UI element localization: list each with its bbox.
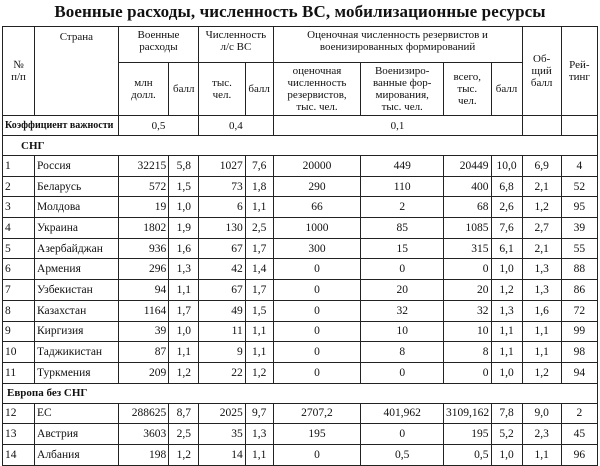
row-exp-mln: 32215	[118, 156, 169, 177]
row-reservists: 290	[273, 176, 361, 197]
row-personnel-score: 1,3	[245, 424, 273, 445]
row-reserves-total: 8	[444, 342, 492, 363]
row-reserves-total: 400	[444, 176, 492, 197]
row-num: 10	[3, 342, 35, 363]
row-total-score: 1,1	[522, 444, 561, 465]
row-paramilitary: 0	[361, 362, 444, 383]
row-reserves-score: 10,0	[491, 156, 522, 177]
row-country: Казахстан	[35, 300, 119, 321]
table-row	[3, 259, 598, 280]
row-personnel-score: 1,5	[245, 300, 273, 321]
row-rating: 98	[561, 342, 597, 363]
table-row	[3, 197, 598, 218]
row-exp-score: 1,0	[169, 321, 199, 342]
row-country: Албания	[35, 444, 119, 465]
row-personnel-score: 9,7	[245, 403, 273, 424]
row-exp-mln: 288625	[118, 403, 169, 424]
row-rating: 39	[561, 218, 597, 239]
row-reserves-score: 1,3	[491, 300, 522, 321]
row-exp-score: 1,7	[169, 300, 199, 321]
header-personnel: Численность л/с ВС	[199, 27, 273, 63]
row-personnel-score: 1,7	[245, 280, 273, 301]
row-country: ЕС	[35, 403, 119, 424]
row-rating: 72	[561, 300, 597, 321]
coef-empty	[522, 116, 561, 136]
row-exp-mln: 572	[118, 176, 169, 197]
row-reserves-total: 1085	[444, 218, 492, 239]
row-personnel: 2025	[199, 403, 245, 424]
section-title: СНГ	[3, 136, 598, 156]
row-personnel-score: 1,4	[245, 259, 273, 280]
row-total-score: 2,7	[522, 218, 561, 239]
row-total-score: 1,1	[522, 321, 561, 342]
row-reserves-total: 195	[444, 424, 492, 445]
row-paramilitary: 8	[361, 342, 444, 363]
row-total-score: 1,3	[522, 259, 561, 280]
header-country: Страна	[35, 27, 119, 116]
row-paramilitary: 2	[361, 197, 444, 218]
row-reserves-total: 10	[444, 321, 492, 342]
row-exp-mln: 87	[118, 342, 169, 363]
row-paramilitary: 10	[361, 321, 444, 342]
table-row	[3, 280, 598, 301]
row-reservists: 1000	[273, 218, 361, 239]
header-exp-mln: млн долл.	[118, 63, 169, 116]
row-personnel-score: 7,6	[245, 156, 273, 177]
row-num: 12	[3, 403, 35, 424]
row-exp-mln: 296	[118, 259, 169, 280]
row-personnel: 14	[199, 444, 245, 465]
page-title: Военные расходы, численность ВС, мобилизационные ресурсы	[54, 2, 546, 21]
row-reserves-total: 0	[444, 362, 492, 383]
row-personnel: 9	[199, 342, 245, 363]
row-rating: 55	[561, 238, 597, 259]
section-title: Европа без СНГ	[3, 383, 598, 403]
row-rating: 2	[561, 403, 597, 424]
row-paramilitary: 0,5	[361, 444, 444, 465]
row-paramilitary: 85	[361, 218, 444, 239]
header-reservists: оценочная численность резервистов, тыс. чел.	[273, 63, 361, 116]
coef-label: Коэффициент важности	[3, 116, 119, 136]
header-paramilitary: Военизиро- ванные фор- мирования, тыс. чел.	[361, 63, 444, 116]
row-exp-score: 1,6	[169, 238, 199, 259]
row-total-score: 1,2	[522, 362, 561, 383]
table-row	[3, 424, 598, 445]
header-num: № п/п	[3, 27, 35, 116]
row-personnel: 67	[199, 238, 245, 259]
table-row	[3, 403, 598, 424]
table-row	[3, 218, 598, 239]
row-country: Туркмения	[35, 362, 119, 383]
row-paramilitary: 15	[361, 238, 444, 259]
row-reservists: 0	[273, 444, 361, 465]
row-reserves-total: 32	[444, 300, 492, 321]
row-rating: 95	[561, 197, 597, 218]
row-country: Азербайджан	[35, 238, 119, 259]
header-personnel-score: балл	[245, 63, 273, 116]
row-total-score: 6,9	[522, 156, 561, 177]
row-exp-mln: 1802	[118, 218, 169, 239]
row-exp-score: 1,5	[169, 176, 199, 197]
row-exp-score: 2,5	[169, 424, 199, 445]
row-exp-score: 1,9	[169, 218, 199, 239]
row-reserves-total: 3109,162	[444, 403, 492, 424]
row-total-score: 9,0	[522, 403, 561, 424]
row-personnel: 1027	[199, 156, 245, 177]
row-personnel: 6	[199, 197, 245, 218]
row-reserves-score: 1,2	[491, 280, 522, 301]
row-num: 2	[3, 176, 35, 197]
row-num: 9	[3, 321, 35, 342]
row-reserves-score: 1,0	[491, 259, 522, 280]
row-country: Австрия	[35, 424, 119, 445]
row-personnel: 11	[199, 321, 245, 342]
row-num: 6	[3, 259, 35, 280]
row-total-score: 2,1	[522, 238, 561, 259]
row-personnel-score: 1,1	[245, 197, 273, 218]
row-paramilitary: 0	[361, 424, 444, 445]
row-total-score: 1,2	[522, 197, 561, 218]
row-reservists: 0	[273, 300, 361, 321]
row-reserves-score: 2,6	[491, 197, 522, 218]
row-personnel: 22	[199, 362, 245, 383]
header-reserves-total: всего, тыс. чел.	[444, 63, 492, 116]
row-reservists: 0	[273, 342, 361, 363]
row-reservists: 66	[273, 197, 361, 218]
row-total-score: 1,1	[522, 342, 561, 363]
header-reserves-score: балл	[491, 63, 522, 116]
row-rating: 86	[561, 280, 597, 301]
row-personnel-score: 2,5	[245, 218, 273, 239]
row-reserves-score: 1,1	[491, 321, 522, 342]
row-personnel-score: 1,2	[245, 362, 273, 383]
header-total-score: Об- щий балл	[522, 27, 561, 116]
row-exp-score: 8,7	[169, 403, 199, 424]
header-exp-score: балл	[169, 63, 199, 116]
row-rating: 45	[561, 424, 597, 445]
table-row	[3, 238, 598, 259]
row-reserves-score: 1,0	[491, 362, 522, 383]
row-reserves-score: 6,8	[491, 176, 522, 197]
row-reserves-total: 0	[444, 259, 492, 280]
row-reserves-total: 20449	[444, 156, 492, 177]
row-personnel-score: 1,1	[245, 321, 273, 342]
row-exp-score: 5,8	[169, 156, 199, 177]
row-personnel: 73	[199, 176, 245, 197]
row-exp-score: 1,2	[169, 444, 199, 465]
row-rating: 96	[561, 444, 597, 465]
row-country: Украина	[35, 218, 119, 239]
row-personnel: 67	[199, 280, 245, 301]
row-exp-score: 1,0	[169, 197, 199, 218]
row-num: 5	[3, 238, 35, 259]
row-num: 14	[3, 444, 35, 465]
row-num: 1	[3, 156, 35, 177]
row-country: Россия	[35, 156, 119, 177]
coef-exp: 0,5	[118, 116, 199, 136]
row-rating: 99	[561, 321, 597, 342]
row-exp-mln: 3603	[118, 424, 169, 445]
row-reserves-total: 20	[444, 280, 492, 301]
row-reserves-score: 1,0	[491, 444, 522, 465]
row-personnel-score: 1,1	[245, 342, 273, 363]
row-total-score: 2,1	[522, 176, 561, 197]
row-reserves-score: 5,2	[491, 424, 522, 445]
table-row	[3, 362, 598, 383]
row-paramilitary: 20	[361, 280, 444, 301]
row-personnel-score: 1,8	[245, 176, 273, 197]
row-exp-score: 1,2	[169, 362, 199, 383]
data-table	[2, 26, 598, 466]
row-exp-score: 1,1	[169, 342, 199, 363]
header-personnel-thous: тыс. чел.	[199, 63, 245, 116]
row-reserves-total: 68	[444, 197, 492, 218]
row-reservists: 195	[273, 424, 361, 445]
coef-reserves: 0,1	[273, 116, 522, 136]
row-paramilitary: 32	[361, 300, 444, 321]
row-personnel: 49	[199, 300, 245, 321]
table-row	[3, 156, 598, 177]
row-paramilitary: 449	[361, 156, 444, 177]
table-row	[3, 342, 598, 363]
header-rating: Рей- тинг	[561, 27, 597, 116]
row-personnel-score: 1,7	[245, 238, 273, 259]
row-total-score: 2,3	[522, 424, 561, 445]
row-reservists: 0	[273, 362, 361, 383]
header-reserves: Оценочная численность резервистов и военизированных формирований	[273, 27, 522, 63]
row-total-score: 1,3	[522, 280, 561, 301]
row-exp-mln: 936	[118, 238, 169, 259]
table-row	[3, 300, 598, 321]
row-num: 3	[3, 197, 35, 218]
coef-row	[3, 116, 598, 136]
coef-personnel: 0,4	[199, 116, 273, 136]
row-reservists: 0	[273, 259, 361, 280]
row-country: Таджикистан	[35, 342, 119, 363]
row-exp-mln: 39	[118, 321, 169, 342]
row-personnel: 35	[199, 424, 245, 445]
table-row	[3, 321, 598, 342]
row-exp-score: 1,1	[169, 280, 199, 301]
row-rating: 4	[561, 156, 597, 177]
row-exp-mln: 1164	[118, 300, 169, 321]
table-row	[3, 176, 598, 197]
header-row-1	[3, 27, 598, 63]
row-personnel: 130	[199, 218, 245, 239]
row-num: 13	[3, 424, 35, 445]
row-country: Молдова	[35, 197, 119, 218]
row-reservists: 20000	[273, 156, 361, 177]
row-exp-score: 1,3	[169, 259, 199, 280]
row-reserves-total: 0,5	[444, 444, 492, 465]
row-rating: 94	[561, 362, 597, 383]
row-personnel-score: 1,1	[245, 444, 273, 465]
row-reserves-score: 1,1	[491, 342, 522, 363]
row-exp-mln: 19	[118, 197, 169, 218]
row-paramilitary: 0	[361, 259, 444, 280]
row-exp-mln: 94	[118, 280, 169, 301]
row-reserves-total: 315	[444, 238, 492, 259]
row-reserves-score: 6,1	[491, 238, 522, 259]
section-row	[3, 383, 598, 403]
row-num: 4	[3, 218, 35, 239]
row-reserves-score: 7,8	[491, 403, 522, 424]
row-rating: 88	[561, 259, 597, 280]
row-personnel: 42	[199, 259, 245, 280]
row-country: Узбекистан	[35, 280, 119, 301]
row-country: Беларусь	[35, 176, 119, 197]
row-paramilitary: 110	[361, 176, 444, 197]
row-reservists: 300	[273, 238, 361, 259]
row-rating: 52	[561, 176, 597, 197]
row-reservists: 0	[273, 321, 361, 342]
row-country: Армения	[35, 259, 119, 280]
section-row	[3, 136, 598, 156]
table-row	[3, 444, 598, 465]
row-num: 7	[3, 280, 35, 301]
row-reserves-score: 7,6	[491, 218, 522, 239]
header-mil-exp: Военные расходы	[118, 27, 199, 63]
row-exp-mln: 209	[118, 362, 169, 383]
row-num: 8	[3, 300, 35, 321]
row-reservists: 2707,2	[273, 403, 361, 424]
row-paramilitary: 401,962	[361, 403, 444, 424]
row-exp-mln: 198	[118, 444, 169, 465]
row-reservists: 0	[273, 280, 361, 301]
coef-empty	[561, 116, 597, 136]
row-country: Киргизия	[35, 321, 119, 342]
row-num: 11	[3, 362, 35, 383]
row-total-score: 1,6	[522, 300, 561, 321]
